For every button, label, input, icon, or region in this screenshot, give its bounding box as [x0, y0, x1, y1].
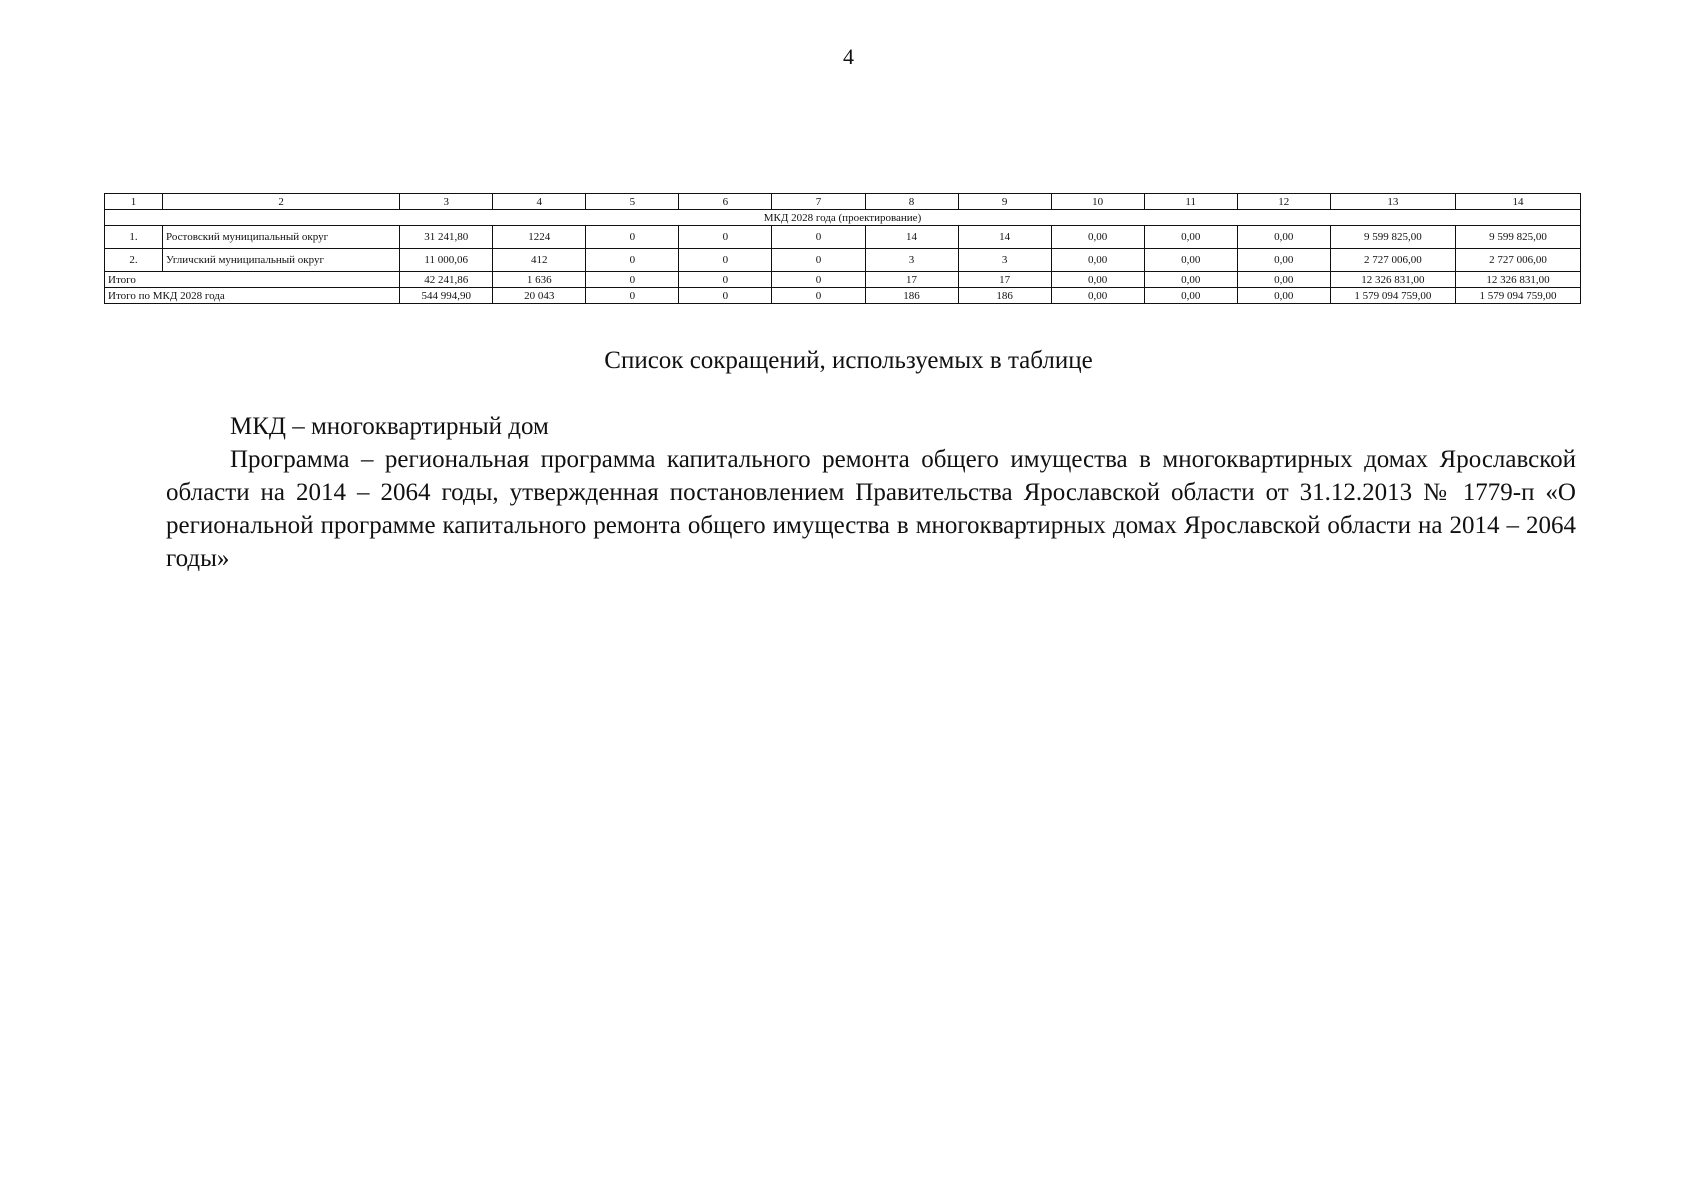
cell: 11 000,06	[400, 249, 493, 272]
cell: 1 636	[493, 272, 586, 288]
cell: 42 241,86	[400, 272, 493, 288]
cell: 17	[865, 272, 958, 288]
abbreviations-title: Список сокращений, используемых в таблице	[604, 347, 1093, 374]
cell: 31 241,80	[400, 226, 493, 249]
table-row	[105, 249, 1581, 272]
row-name: Ростовский муниципальный округ	[163, 226, 400, 249]
column-number: 2	[163, 194, 400, 210]
cell: 0	[772, 249, 865, 272]
cell: 12 326 831,00	[1455, 272, 1580, 288]
column-number: 6	[679, 194, 772, 210]
total-label: Итого	[105, 272, 400, 288]
cell: 0	[586, 226, 679, 249]
grand-total-label: Итого по МКД 2028 года	[105, 288, 400, 304]
column-number: 9	[958, 194, 1051, 210]
cell: 186	[958, 288, 1051, 304]
cell: 1 579 094 759,00	[1455, 288, 1580, 304]
section-title-row	[105, 210, 1581, 226]
cell: 412	[493, 249, 586, 272]
table-section-title: МКД 2028 года (проектирование)	[105, 210, 1581, 226]
cell: 0	[679, 272, 772, 288]
cell: 0	[772, 226, 865, 249]
column-number: 4	[493, 194, 586, 210]
cell: 0,00	[1144, 288, 1237, 304]
column-number: 13	[1330, 194, 1455, 210]
cell: 0,00	[1051, 249, 1144, 272]
cell: 3	[865, 249, 958, 272]
cell: 0	[772, 272, 865, 288]
cell: 12 326 831,00	[1330, 272, 1455, 288]
cell: 0	[679, 249, 772, 272]
cell: 0	[679, 226, 772, 249]
cell: 0,00	[1237, 226, 1330, 249]
cell: 0	[772, 288, 865, 304]
cell: 544 994,90	[400, 288, 493, 304]
cell: 0,00	[1144, 272, 1237, 288]
grand-total-row	[105, 288, 1581, 304]
abbreviations-block	[166, 410, 1576, 575]
cell: 0,00	[1051, 272, 1144, 288]
cell: 9 599 825,00	[1455, 226, 1580, 249]
cell: 17	[958, 272, 1051, 288]
cell: 186	[865, 288, 958, 304]
cell: 0,00	[1144, 226, 1237, 249]
column-number: 5	[586, 194, 679, 210]
cell: 0	[586, 249, 679, 272]
abbreviation-program: Программа – региональная программа капитального ремонта общего имущества в многоквартирных домах Ярославской области на 2014 – 2064 годы, утвержденная постановлением Правительства Ярославской области от 31.12.2013 № 1779-п «О региональной программе капитального ремонта общего имущества в многоквартирных домах Ярославской области на 2014 – 2064 годы»	[166, 446, 1576, 572]
cell: 0,00	[1237, 272, 1330, 288]
cell: 2 727 006,00	[1330, 249, 1455, 272]
total-row	[105, 272, 1581, 288]
column-number: 12	[1237, 194, 1330, 210]
cell: 14	[958, 226, 1051, 249]
data-table	[104, 193, 1581, 304]
row-name: Угличский муниципальный округ	[163, 249, 400, 272]
cell: 1 579 094 759,00	[1330, 288, 1455, 304]
cell: 9 599 825,00	[1330, 226, 1455, 249]
column-number: 10	[1051, 194, 1144, 210]
column-number-row	[105, 194, 1581, 210]
cell: 2 727 006,00	[1455, 249, 1580, 272]
cell: 1224	[493, 226, 586, 249]
row-number: 2.	[105, 249, 163, 272]
column-number: 8	[865, 194, 958, 210]
column-number: 7	[772, 194, 865, 210]
column-number: 14	[1455, 194, 1580, 210]
cell: 0	[586, 272, 679, 288]
cell: 0,00	[1237, 249, 1330, 272]
cell: 0	[679, 288, 772, 304]
cell: 0,00	[1051, 226, 1144, 249]
row-number: 1.	[105, 226, 163, 249]
column-number: 3	[400, 194, 493, 210]
column-number: 11	[1144, 194, 1237, 210]
table-row	[105, 226, 1581, 249]
column-number: 1	[105, 194, 163, 210]
abbreviation-mkd: МКД – многоквартирный дом	[230, 413, 549, 440]
cell: 0,00	[1051, 288, 1144, 304]
cell: 20 043	[493, 288, 586, 304]
cell: 0,00	[1237, 288, 1330, 304]
cell: 14	[865, 226, 958, 249]
cell: 3	[958, 249, 1051, 272]
cell: 0,00	[1144, 249, 1237, 272]
cell: 0	[586, 288, 679, 304]
page-number: 4	[843, 44, 854, 69]
